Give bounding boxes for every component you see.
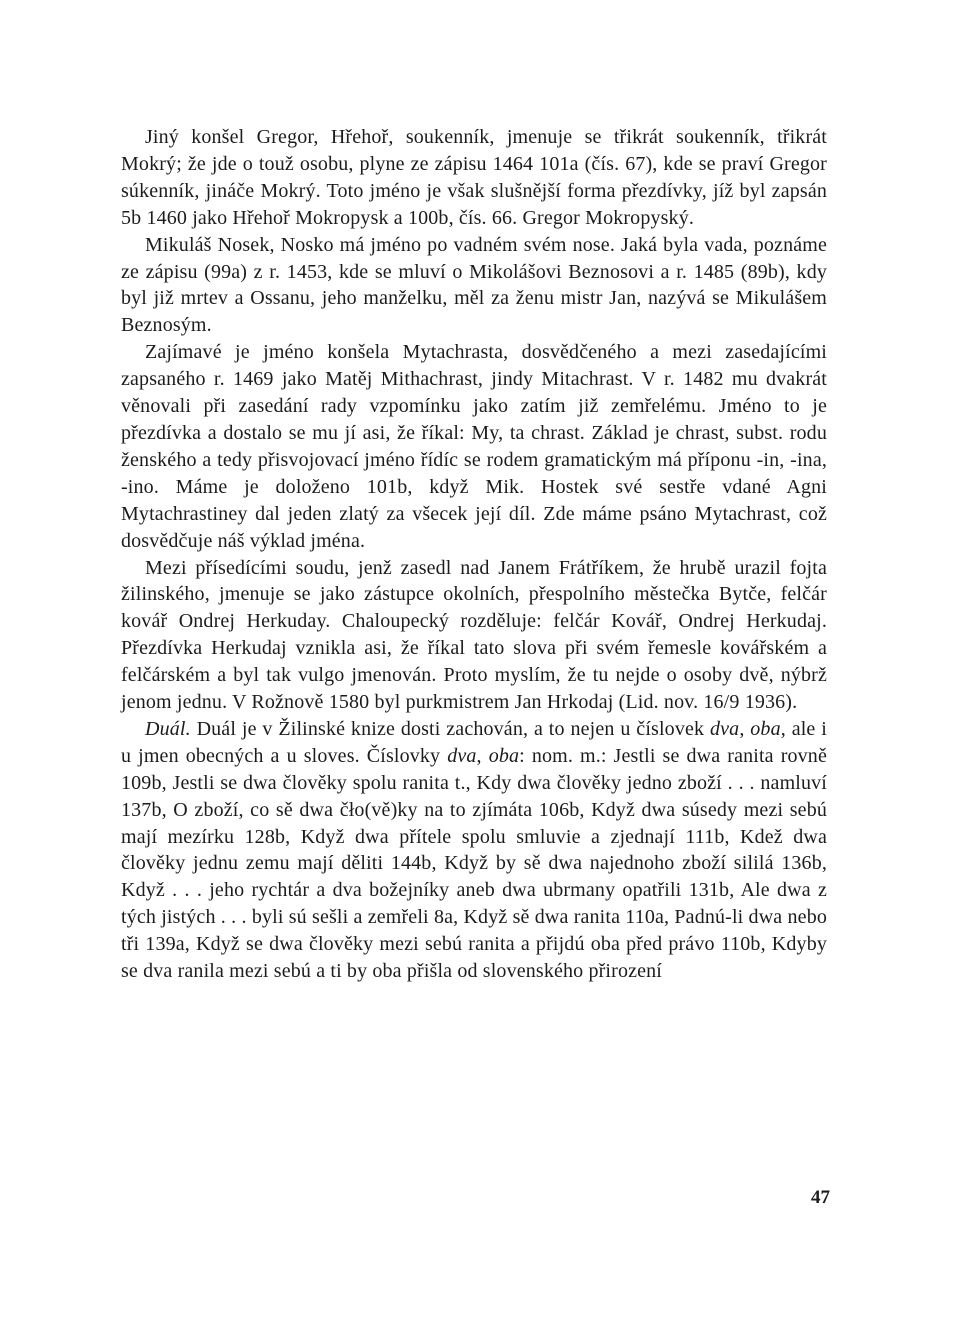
italic-text: oba: [488, 744, 520, 767]
paragraph: [121, 716, 827, 985]
italic-text: oba: [750, 717, 781, 740]
italic-text: dva: [447, 744, 477, 767]
text-segment: Duál je v Žilinské knize dosti zachován, a to nejen u číslovek: [190, 717, 710, 740]
text-segment: , ale i u jmen obecných a u sloves. Číslovky: [121, 717, 827, 767]
text-segment: Mikuláš Nosek, Nosko má jméno po vadném svém nose. Jaká byla vada, poznáme ze zápisu (99a) z r. 1453, kde se mluví o Mikolášovi Beznosovi a r. 1485 (89b), kdy byl již mrtev a Ossanu, jeho manželku, měl za ženu mistr Jan, nazývá se Mikulášem Beznosým.: [121, 233, 827, 337]
text-segment: Jiný konšel Gregor, Hřehoř, soukenník, jmenuje se třikrát soukenník, třikrát Mokrý; že jde o touž osobu, plyne ze zápisu 1464 101a (čís. 67), kde se praví Gregor súkenník, jináče Mokrý. Toto jméno je však slušnější forma přezdívky, jíž byl zapsán 5b 1460 jako Hřehoř Mokropysk a 100b, čís. 66. Gregor Mokropyský.: [121, 126, 827, 229]
text-segment: ,: [739, 717, 751, 740]
paragraph: [121, 555, 827, 716]
page-number: 47: [811, 1187, 830, 1208]
paragraph: [121, 232, 827, 340]
text-segment: : nom. m.: Jestli se dwa ranita rovně 109b, Jestli se dwa člověky spolu ranita t., Kdy dwa člověky jedno zboží . . . namluví 137b, O zboží, co sě dwa čło(vě)ky na to zjímáta 106b, Když dwa súsedy mezi sebú mají mezírku 128b, Když dwa přítele spolu smluvie a zjednají 111b, Kdež dwa člověky jednu zemu mají děliti 144b, Když by sě dwa najednoho zboží sililá 136b, Když . . . jeho rychtár a dva božejníky aneb dwa ubrmany opatřili 131b, Ale dwa z tých jistých . . . byli sú sešli a zemřeli 8a, Když sě dwa ranita 110a, Padnú-li dwa nebo tři 139a, Když se dwa člověky mezi sebú ranita a přijdú oba před právo 110b, Kdyby se dva ranila mezi sebú a ti by oba přišla od slovenského přirození: [121, 744, 827, 983]
paragraph: [121, 124, 827, 232]
page-body: [121, 124, 827, 985]
paragraph: [121, 339, 827, 554]
italic-text: dva: [709, 717, 740, 740]
text-segment: Zajímavé je jméno konšela Mytachrasta, dosvědčeného a mezi zasedajícími zapsaného r. 1469 jako Matěj Mithachrast, jindy Mitachrast. V r. 1482 mu dvakrát věnovali při zasedání rady vzpomínku jako zatím již zemřelému. Jméno to je přezdívka a dostalo se mu jí asi, že říkal: My, ta chrast. Základ je chrast, subst. rodu ženského a tedy přisvojovací jméno řídíc se rodem gramatickým má příponu -in, -ina, -ino. Máme je doloženo 101b, když Mik. Hostek své sestře vdané Agni Mytachrastiney dal jeden zlatý za všecek její díl. Zde máme psáno Mytachrast, což dosvědčuje náš výklad jména.: [121, 341, 827, 552]
text-segment: Mezi přísedícími soudu, jenž zasedl nad Janem Frátříkem, že hrubě urazil fojta žilinského, jmenuje se jako zástupce okolních, přespolního městečka Bytče, felčár kovář Ondrej Herkuday. Chaloupecký rozděluje: felčár Kovář, Ondrej Herkudaj. Přezdívka Herkudaj vznikla asi, že říkal tato slova při svém řemesle kovářském a felčárském a byl tak vulgo jmenován. Proto myslím, že tu nejde o osoby dvě, nýbrž jenom jednu. V Rožnově 1580 byl purkmistrem Jan Hrkodaj (Lid. nov. 16/9 1936).: [121, 556, 827, 714]
text-segment: ,: [476, 744, 489, 767]
italic-text: Duál.: [145, 717, 191, 740]
